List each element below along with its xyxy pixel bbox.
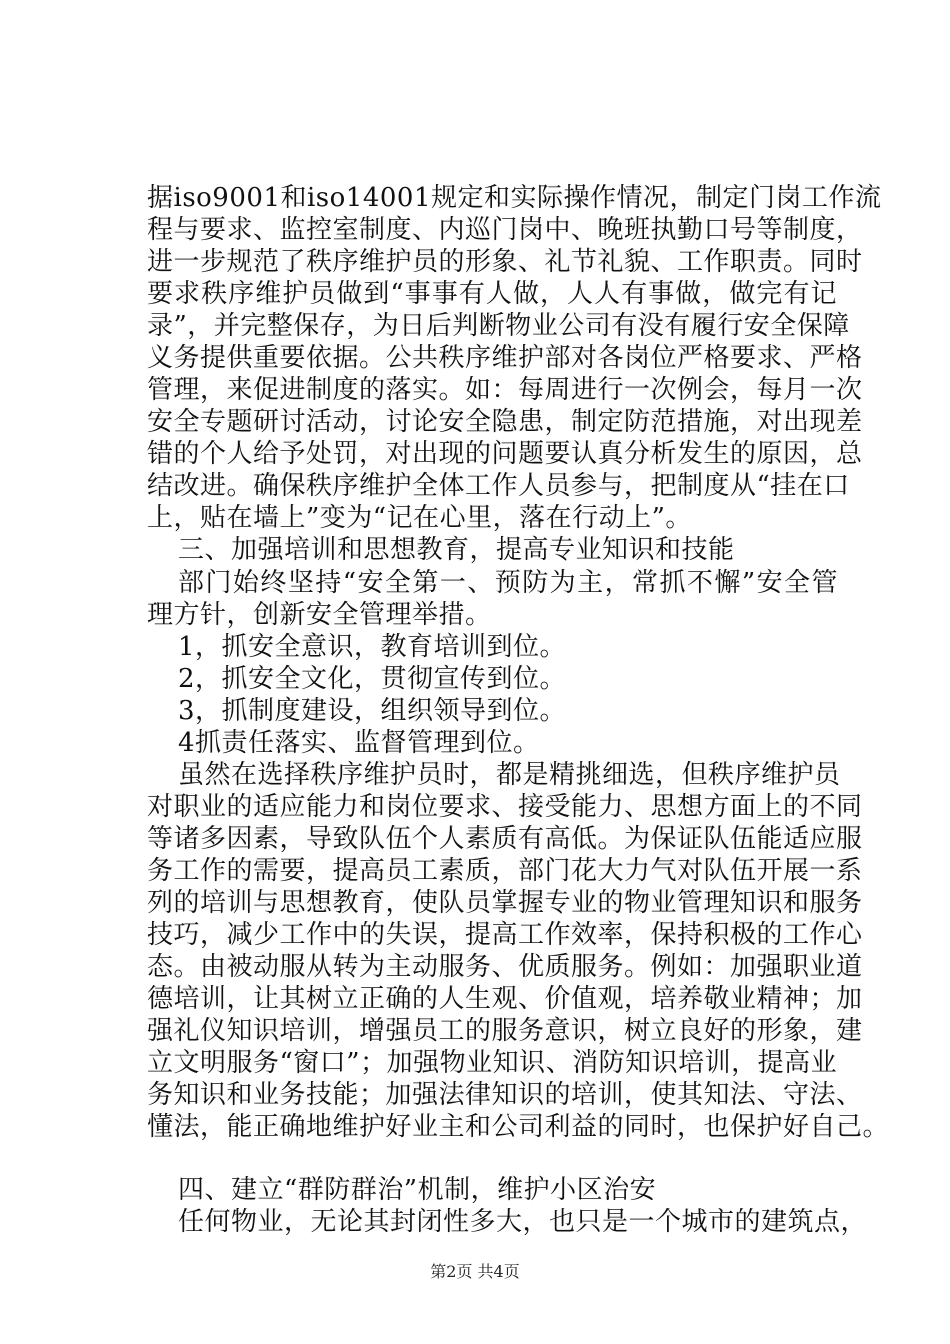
text-line: 四、建立“群防群治”机制，维护小区治安	[178, 1175, 657, 1205]
text-line: 理方针，创新安全管理举措。	[147, 600, 492, 630]
text-line: 技巧，减少工作中的失误，提高工作效率，保持积极的工作心	[147, 920, 863, 950]
text-line: 懂法，能正确地维护好业主和公司利益的同时，也保护好自己。	[147, 1112, 890, 1142]
text-line: 2，抓安全文化，贯彻宣传到位。	[178, 664, 567, 694]
text-line: 列的培训与思想教育，使队员掌握专业的物业管理知识和服务	[147, 888, 863, 918]
text-line: 强礼仪知识培训，增强员工的服务意识，树立良好的形象，建	[147, 1016, 863, 1046]
text-line: 结改进。确保秩序维护全体工作人员参与，把制度从“挂在口	[147, 471, 850, 501]
text-line: 1，抓安全意识，教育培训到位。	[178, 632, 567, 662]
text-line: 3，抓制度建设，组织领导到位。	[178, 696, 567, 726]
text-line: 德培训，让其树立正确的人生观、价值观，培养敬业精神；加	[147, 984, 863, 1014]
text-line: 管理，来促进制度的落实。如：每周进行一次例会，每月一次	[147, 375, 863, 405]
text-line: 上，贴在墙上”变为“记在心里，落在行动上”。	[147, 503, 692, 533]
text-line: 等诸多因素，导致队伍个人素质有高低。为保证队伍能适应服	[147, 824, 863, 854]
text-line: 虽然在选择秩序维护员时，都是精挑细选，但秩序维护员	[178, 760, 841, 790]
text-line: 安全专题研讨活动，讨论安全隐患，制定防范措施，对出现差	[147, 407, 863, 437]
text-line: 义务提供重要依据。公共秩序维护部对各岗位严格要求、严格	[147, 343, 863, 373]
page-footer: 第2页 共4页	[430, 1262, 520, 1281]
text-line: 4抓责任落实、监督管理到位。	[178, 728, 540, 758]
text-line: 态。由被动服从转为主动服务、优质服务。例如：加强职业道	[147, 952, 863, 982]
text-line: 立文明服务“窗口”；加强物业知识、消防知识培训，提高业	[147, 1048, 838, 1078]
text-line: 程与要求、监控室制度、内巡门岗中、晚班执勤口号等制度，	[147, 215, 863, 245]
text-line: 务工作的需要，提高员工素质，部门花大力气对队伍开展一系	[147, 856, 863, 886]
text-line: 对职业的适应能力和岗位要求、接受能力、思想方面上的不同	[147, 792, 863, 822]
text-line: 进一步规范了秩序维护员的形象、礼节礼貌、工作职责。同时	[147, 247, 863, 277]
text-line: 错的个人给予处罚，对出现的问题要认真分析发生的原因，总	[147, 439, 863, 469]
text-line: 三、加强培训和思想教育，提高专业知识和技能	[178, 535, 735, 565]
text-line: 务知识和业务技能；加强法律知识的培训，使其知法、守法、	[147, 1080, 863, 1110]
text-line: 任何物业，无论其封闭性多大，也只是一个城市的建筑点，	[178, 1207, 868, 1237]
text-line: 录”，并完整保存，为日后判断物业公司有没有履行安全保障	[147, 311, 850, 341]
text-line: 据iso9001和iso14001规定和实际操作情况，制定门岗工作流	[147, 183, 882, 213]
text-line: 部门始终坚持“安全第一、预防为主，常抓不懈”安全管	[178, 568, 838, 598]
text-line: 要求秩序维护员做到“事事有人做，人人有事做，做完有记	[147, 279, 837, 309]
